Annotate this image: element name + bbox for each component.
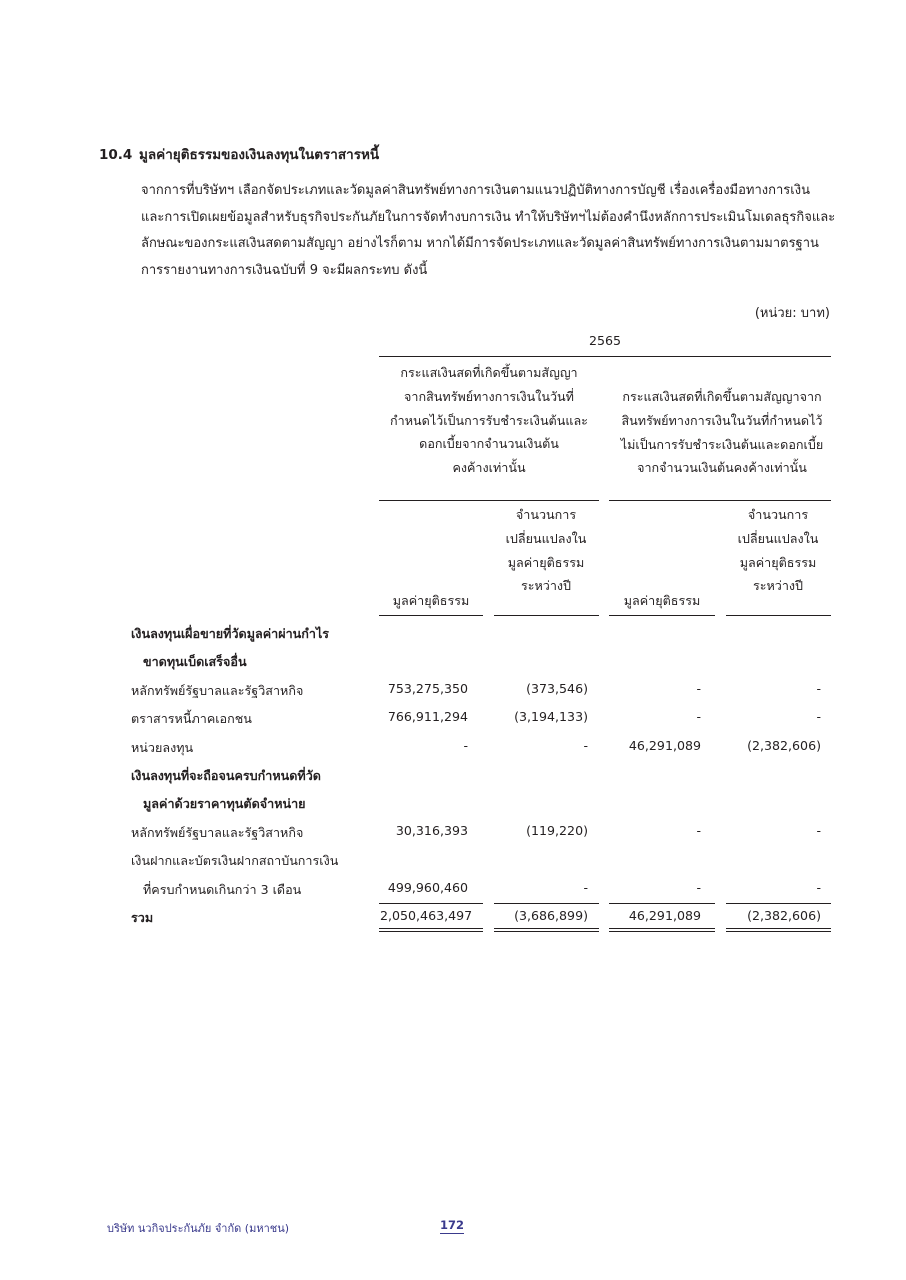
- col1-header: มูลค่ายุติธรรม: [392, 593, 470, 608]
- total-topline: [494, 903, 599, 904]
- cell-col3: -: [696, 879, 701, 895]
- cell-col2: (3,686,899): [514, 908, 588, 923]
- group2-line: กระแสเงินสดที่เกิดขึ้นตามสัญญาจาก: [622, 389, 822, 404]
- footer-company: บริษัท นวกิจประกันภัย จำกัด (มหาชน): [107, 1222, 290, 1235]
- col3-underline: [609, 615, 715, 616]
- cell-col1: 753,275,350: [387, 680, 468, 696]
- col4-underline: [726, 615, 831, 616]
- cell-col3: -: [696, 680, 701, 696]
- table-row: [0, 676, 906, 704]
- total-topline: [609, 903, 715, 904]
- cell-col2: (3,194,133): [514, 709, 588, 725]
- table-row: [0, 789, 906, 817]
- change-line: ระหว่างปี: [752, 578, 804, 594]
- paragraph-line: และการเปิดเผยข้อมูลสำหรับธุรกิจประกันภัยในการจัดทำงบการเงิน ทำให้บริษัทฯไม่ต้องคำนึงหลักการประเมินโมเดลธุรกิจและ: [141, 209, 836, 225]
- group1-header: [379, 361, 599, 480]
- section-number: 10.4: [99, 147, 133, 163]
- group1-line: จากสินทรัพย์ทางการเงินในวันที่: [404, 388, 574, 404]
- unit-label: (หน่วย: บาท): [754, 306, 830, 321]
- paragraph-line: ลักษณะของกระแสเงินสดตามสัญญา อย่างไรก็ตาม หากได้มีการจัดประเภทและวัดมูลค่าสินทรัพย์ทางการเงินตามมาตรฐาน: [141, 236, 819, 251]
- group1-line: คงค้างเท่านั้น: [452, 460, 526, 476]
- col2-underline: [494, 615, 599, 616]
- total-doubleline: [609, 928, 715, 929]
- cell-col1: 30,316,393: [395, 822, 468, 838]
- col4-header: [718, 503, 838, 598]
- cell-col1: 766,911,294: [387, 709, 468, 725]
- cell-col4: -: [816, 709, 821, 725]
- total-doubleline: [726, 931, 831, 932]
- row-label: ที่ครบกำหนดเกินกว่า 3 เดือน: [143, 881, 302, 897]
- cell-col2: (119,220): [526, 822, 588, 838]
- section-heading: [99, 143, 379, 165]
- row-label: มูลค่าด้วยราคาทุนตัดจำหน่าย: [143, 796, 306, 812]
- paragraph-line: การรายงานทางการเงินฉบับที่ 9 จะมีผลกระทบ ดังนี้: [141, 262, 428, 278]
- change-line: ระหว่างปี: [520, 578, 572, 594]
- row-label: ตราสารหนี้ภาคเอกชน: [131, 711, 252, 727]
- year-underline: [379, 356, 831, 357]
- cell-col2: -: [583, 737, 588, 753]
- row-label: เงินลงทุนที่จะถือจนครบกำหนดที่วัด: [131, 768, 321, 783]
- table-row: [0, 647, 906, 675]
- cell-col4: -: [816, 879, 821, 895]
- group2-line: ไม่เป็นการรับชำระเงินต้นและดอกเบี้ย: [620, 436, 824, 452]
- section-title: มูลค่ายุติธรรมของเงินลงทุนในตราสารหนี้: [139, 147, 380, 163]
- intro-paragraph: [141, 178, 836, 284]
- change-line: มูลค่ายุติธรรม: [739, 554, 817, 570]
- row-label: หลักทรัพย์รัฐบาลและรัฐวิสาหกิจ: [131, 824, 304, 840]
- row-label: หน่วยลงทุน: [131, 739, 194, 755]
- table-row: [0, 733, 906, 761]
- table-row: [0, 704, 906, 732]
- col3-header: มูลค่ายุติธรรม: [623, 593, 701, 608]
- group1-line: ดอกเบี้ยจากจำนวนเงินต้น: [419, 436, 559, 452]
- group2-header: [607, 385, 837, 480]
- group2-line: สินทรัพย์ทางการเงินในวันที่กำหนดไว้: [621, 412, 823, 428]
- cell-col3: -: [696, 709, 701, 725]
- change-line: จำนวนการ: [747, 507, 809, 522]
- year-header: 2565: [588, 333, 622, 348]
- total-doubleline: [379, 931, 483, 932]
- cell-col3: -: [696, 822, 701, 838]
- cell-col4: -: [816, 822, 821, 838]
- total-doubleline: [494, 931, 599, 932]
- total-doubleline: [494, 928, 599, 929]
- group1-line: กำหนดไว้เป็นการรับชำระเงินต้นและ: [390, 412, 588, 428]
- table-row: [0, 875, 906, 903]
- group1-underline: [379, 500, 599, 501]
- group2-underline: [609, 500, 831, 501]
- total-topline: [379, 903, 483, 904]
- row-label: ขาดทุนเบ็ดเสร็จอื่น: [143, 654, 247, 670]
- col1-underline: [379, 615, 483, 616]
- group1-line: กระแสเงินสดที่เกิดขึ้นตามสัญญา: [400, 365, 578, 380]
- cell-col3: 46,291,089: [628, 737, 701, 753]
- table-row: [0, 818, 906, 846]
- change-line: มูลค่ายุติธรรม: [507, 554, 585, 570]
- cell-col4: (2,382,606): [747, 908, 821, 923]
- table-row: [0, 761, 906, 789]
- table-row: [0, 619, 906, 647]
- page-number: 172: [440, 1218, 465, 1232]
- table-row: [0, 903, 906, 931]
- group2-line: จากจำนวนเงินต้นคงค้างเท่านั้น: [637, 460, 807, 476]
- total-doubleline: [726, 928, 831, 929]
- cell-col1: 499,960,460: [387, 879, 468, 895]
- total-doubleline: [609, 931, 715, 932]
- change-line: เปลี่ยนแปลงใน: [505, 530, 587, 546]
- cell-col1: -: [463, 737, 468, 753]
- cell-col2: (373,546): [526, 680, 588, 696]
- row-label: หลักทรัพย์รัฐบาลและรัฐวิสาหกิจ: [131, 682, 304, 698]
- cell-col1: 2,050,463,497: [380, 908, 473, 923]
- total-topline: [726, 903, 831, 904]
- change-line: จำนวนการ: [515, 507, 577, 522]
- row-label: เงินฝากและบัตรเงินฝากสถาบันการเงิน: [131, 853, 339, 869]
- paragraph-line: จากการที่บริษัทฯ เลือกจัดประเภทและวัดมูลค่าสินทรัพย์ทางการเงินตามแนวปฏิบัติทางการบัญชี เรื่องเครื่องมือทางการเงิน: [141, 183, 810, 198]
- cell-col4: -: [816, 680, 821, 696]
- row-label: เงินลงทุนเผื่อขายที่วัดมูลค่าผ่านกำไร: [131, 626, 330, 641]
- row-label: รวม: [131, 910, 154, 925]
- col2-header: [486, 503, 606, 598]
- cell-col3: 46,291,089: [628, 908, 701, 923]
- cell-col2: -: [583, 879, 588, 895]
- change-line: เปลี่ยนแปลงใน: [737, 530, 819, 546]
- table-row: [0, 846, 906, 874]
- cell-col4: (2,382,606): [747, 737, 821, 753]
- total-doubleline: [379, 928, 483, 929]
